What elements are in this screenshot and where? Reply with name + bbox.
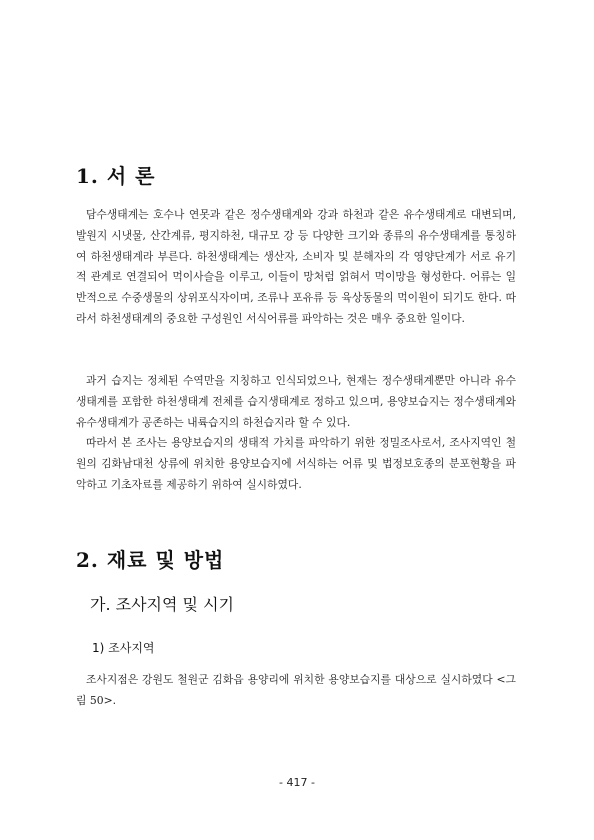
study-area-paragraph: 조사지점은 강원도 철원군 김화읍 용양리에 위치한 용양보습지를 대상으로 실시하였다 <그림 50>. [76,673,516,707]
section-2-title: 2. 재료 및 방법 [76,548,225,572]
item-title: 1) 조사지역 [92,641,155,655]
section-1-title: 1. 서 론 [76,164,156,188]
subsection-title: 가. 조사지역 및 시기 [90,595,234,614]
intro-paragraph-2: 과거 습지는 정체된 수역만을 지칭하고 인식되었으나, 현재는 정수생태계뿐만 아니라 유수생태계를 포함한 하천생태계 전체를 습지생태계로 정하고 있으며, 용양보습지는 정수생태계와 유수생태계가 공존하는 내륙습지의 하천습지라 할 수 있다. [76,374,516,429]
intro-paragraph-1: 담수생태계는 호수나 연못과 같은 정수생태계와 강과 하천과 같은 유수생태계로 대변되며, 발원지 시냇물, 산간계류, 평지하천, 대규모 강 등 다양한 크기와 종류의 유수생태계를 통칭하여 하천생태계라 부른다. 하천생태계는 생산자, 소비자 및 분해자의 각 영양단계가 서로 유기적 관계로 연결되어 먹이사슬을 이루고, 이들이 망처럼 얽혀서 먹이망을 형성한다. 어류는 일반적으로 수중생물의 상위포식자이며, 조류나 포유류 등 육상동물의 먹이원이 되기도 한다. 따라서 하천생태계의 중요한 구성원인 서식어류를 파악하는 것은 매우 중요한 일이다. [76,208,516,325]
page-number: - 417 - [279,776,315,789]
intro-paragraph-3: 따라서 본 조사는 용양보습지의 생태적 가치를 파악하기 위한 정밀조사로서, 조사지역인 철원의 김화남대천 상류에 위치한 용양보습지에 서식하는 어류 및 법정보호종의 분포현황을 파악하고 기초자료를 제공하기 위하여 실시하였다. [76,436,516,491]
